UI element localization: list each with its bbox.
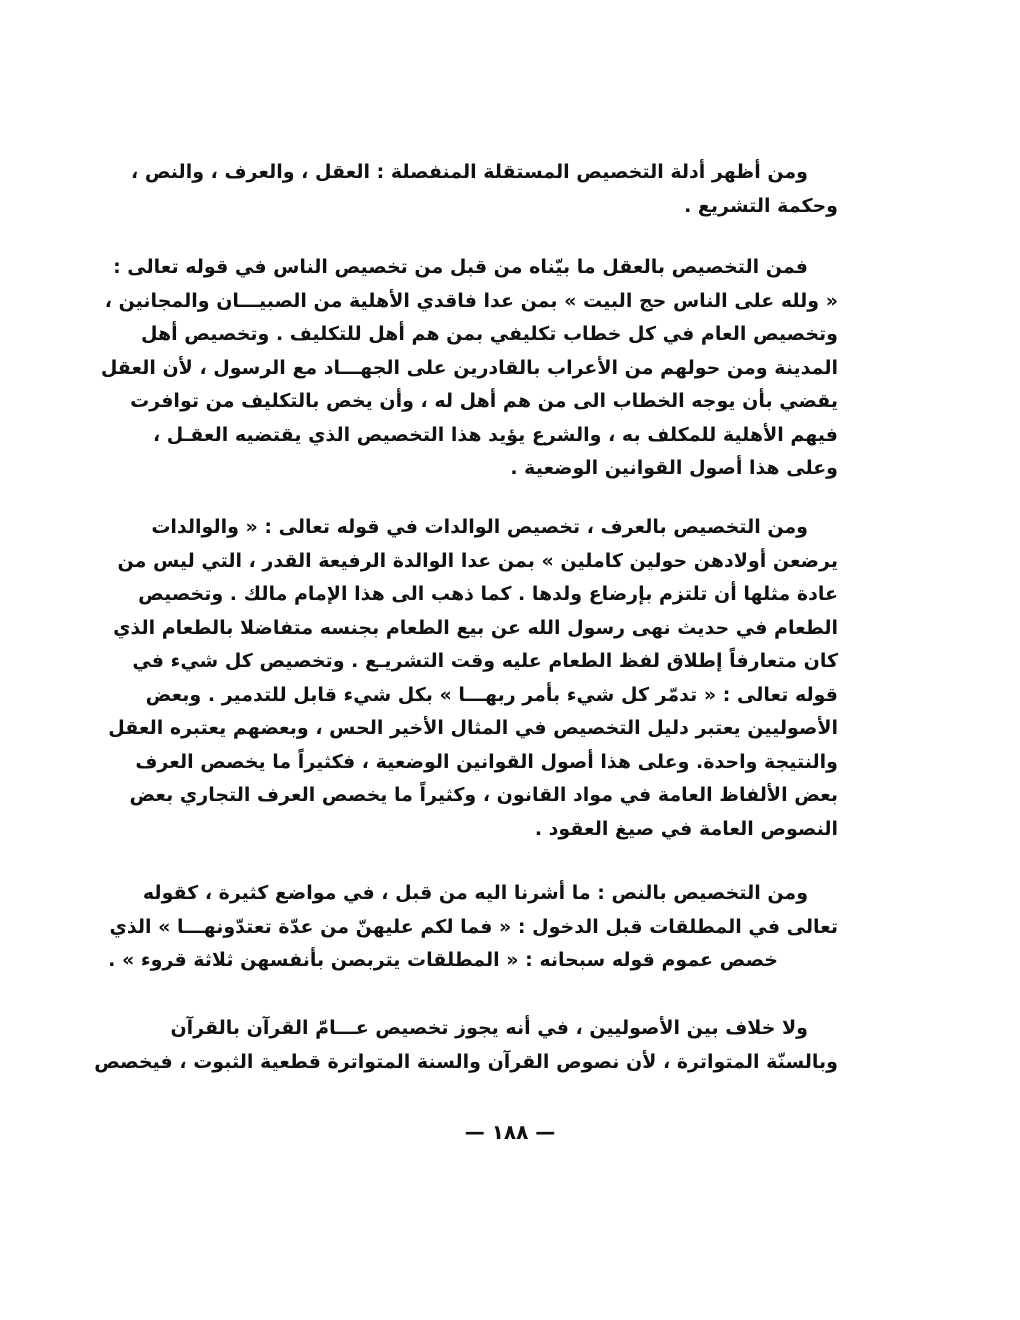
- text-line: عادة مثلها أن تلتزم بإرضاع ولدها . كما ذهب الى هذا الإمام مالك . وتخصيص: [138, 583, 838, 605]
- paragraph-specification-by-reason: [100, 251, 838, 486]
- text-line: فمن التخصيص بالعقل ما بيّناه من قبل من تخصيص الناس في قوله تعالى :: [113, 256, 808, 278]
- text-line: المدينة ومن حولهم من الأعراب بالقادرين على الجهـــاد مع الرسول ، لأن العقل: [100, 356, 838, 379]
- text-line: ومن التخصيص بالعرف ، تخصيص الوالدات في قوله تعالى : « والوالدات: [151, 516, 808, 538]
- text-line: خصص عموم قوله سبحانه : « المطلقات يتربصن بأنفسهن ثلاثة قروء » .: [108, 949, 778, 971]
- text-line: فيهم الأهلية للمكلف به ، والشرع يؤيد هذا التخصيص الذي يقتضيه العقـل ،: [152, 423, 838, 446]
- text-line: تعالى في المطلقات قبل الدخول : « فما لكم عليهنّ من عدّة تعتدّونهـــا » الذي: [109, 915, 838, 938]
- text-line: والنتيجة واحدة. وعلى هذا أصول القوانين الوضعية ، فكثيراً ما يخصص العرف: [135, 750, 838, 773]
- text-line: النصوص العامة في صيغ العقود .: [534, 817, 838, 840]
- text-line: بعض الألفاظ العامة في مواد القانون ، وكثيراً ما يخصص العرف التجاري بعض: [129, 784, 838, 806]
- paragraph-specification-by-custom: [108, 511, 838, 846]
- text-line: وحكمة التشريع .: [684, 194, 838, 217]
- text-line: الطعام في حديث نهى رسول الله عن بيع الطعام بجنسه متفاضلا بالطعام الذي: [113, 616, 838, 639]
- text-line: « ولله على الناس حج البيت » بمن عدا فاقدي الأهلية من الصبيـــان والمجانين ،: [104, 289, 838, 312]
- text-line: كان متعارفاً إطلاق لفظ الطعام عليه وقت التشريـع . وتخصيص كل شيء في: [132, 650, 838, 672]
- text-line: ومن أظهر أدلة التخصيص المستقلة المنفصلة : العقل ، والعرف ، والنص ،: [131, 161, 808, 183]
- text-line: يقضي بأن يوجه الخطاب الى من هم أهل له ، وأن يخص بالتكليف من توافرت: [130, 390, 838, 412]
- text-line: وتخصيص العام في كل خطاب تكليفي بمن هم أهل للتكليف . وتخصيص أهل: [141, 323, 838, 345]
- page-number: — ١٨٨ —: [464, 1120, 556, 1144]
- paragraph-specification-by-text: [108, 877, 838, 978]
- text-line: قوله تعالى : « تدمّر كل شيء بأمر ربهـــا » بكل شيء قابل للتدمير . وبعض: [145, 683, 838, 706]
- text-line: وعلى هذا أصول القوانين الوضعية .: [510, 457, 838, 479]
- text-line: ولا خلاف بين الأصوليين ، في أنه يجوز تخصيص عـــامّ القرآن بالقرآن: [170, 1017, 808, 1039]
- paragraph-quran-specification: [94, 1012, 838, 1079]
- paragraph-evidence-list: [131, 156, 838, 223]
- text-line: وبالسنّة المتواترة ، لأن نصوص القرآن والسنة المتواترة قطعية الثبوت ، فيخصص: [94, 1050, 838, 1073]
- text-line: يرضعن أولادهن حولين كاملين » بمن عدا الوالدة الرفيعة القدر ، التي ليس من: [117, 549, 838, 572]
- text-line: ومن التخصيص بالنص : ما أشرنا اليه من قبل ، في مواضع كثيرة ، كقوله: [142, 882, 808, 904]
- text-line: الأصوليين يعتبر دليل التخصيص في المثال الأخير الحس ، وبعضهم يعتبره العقل: [108, 717, 838, 739]
